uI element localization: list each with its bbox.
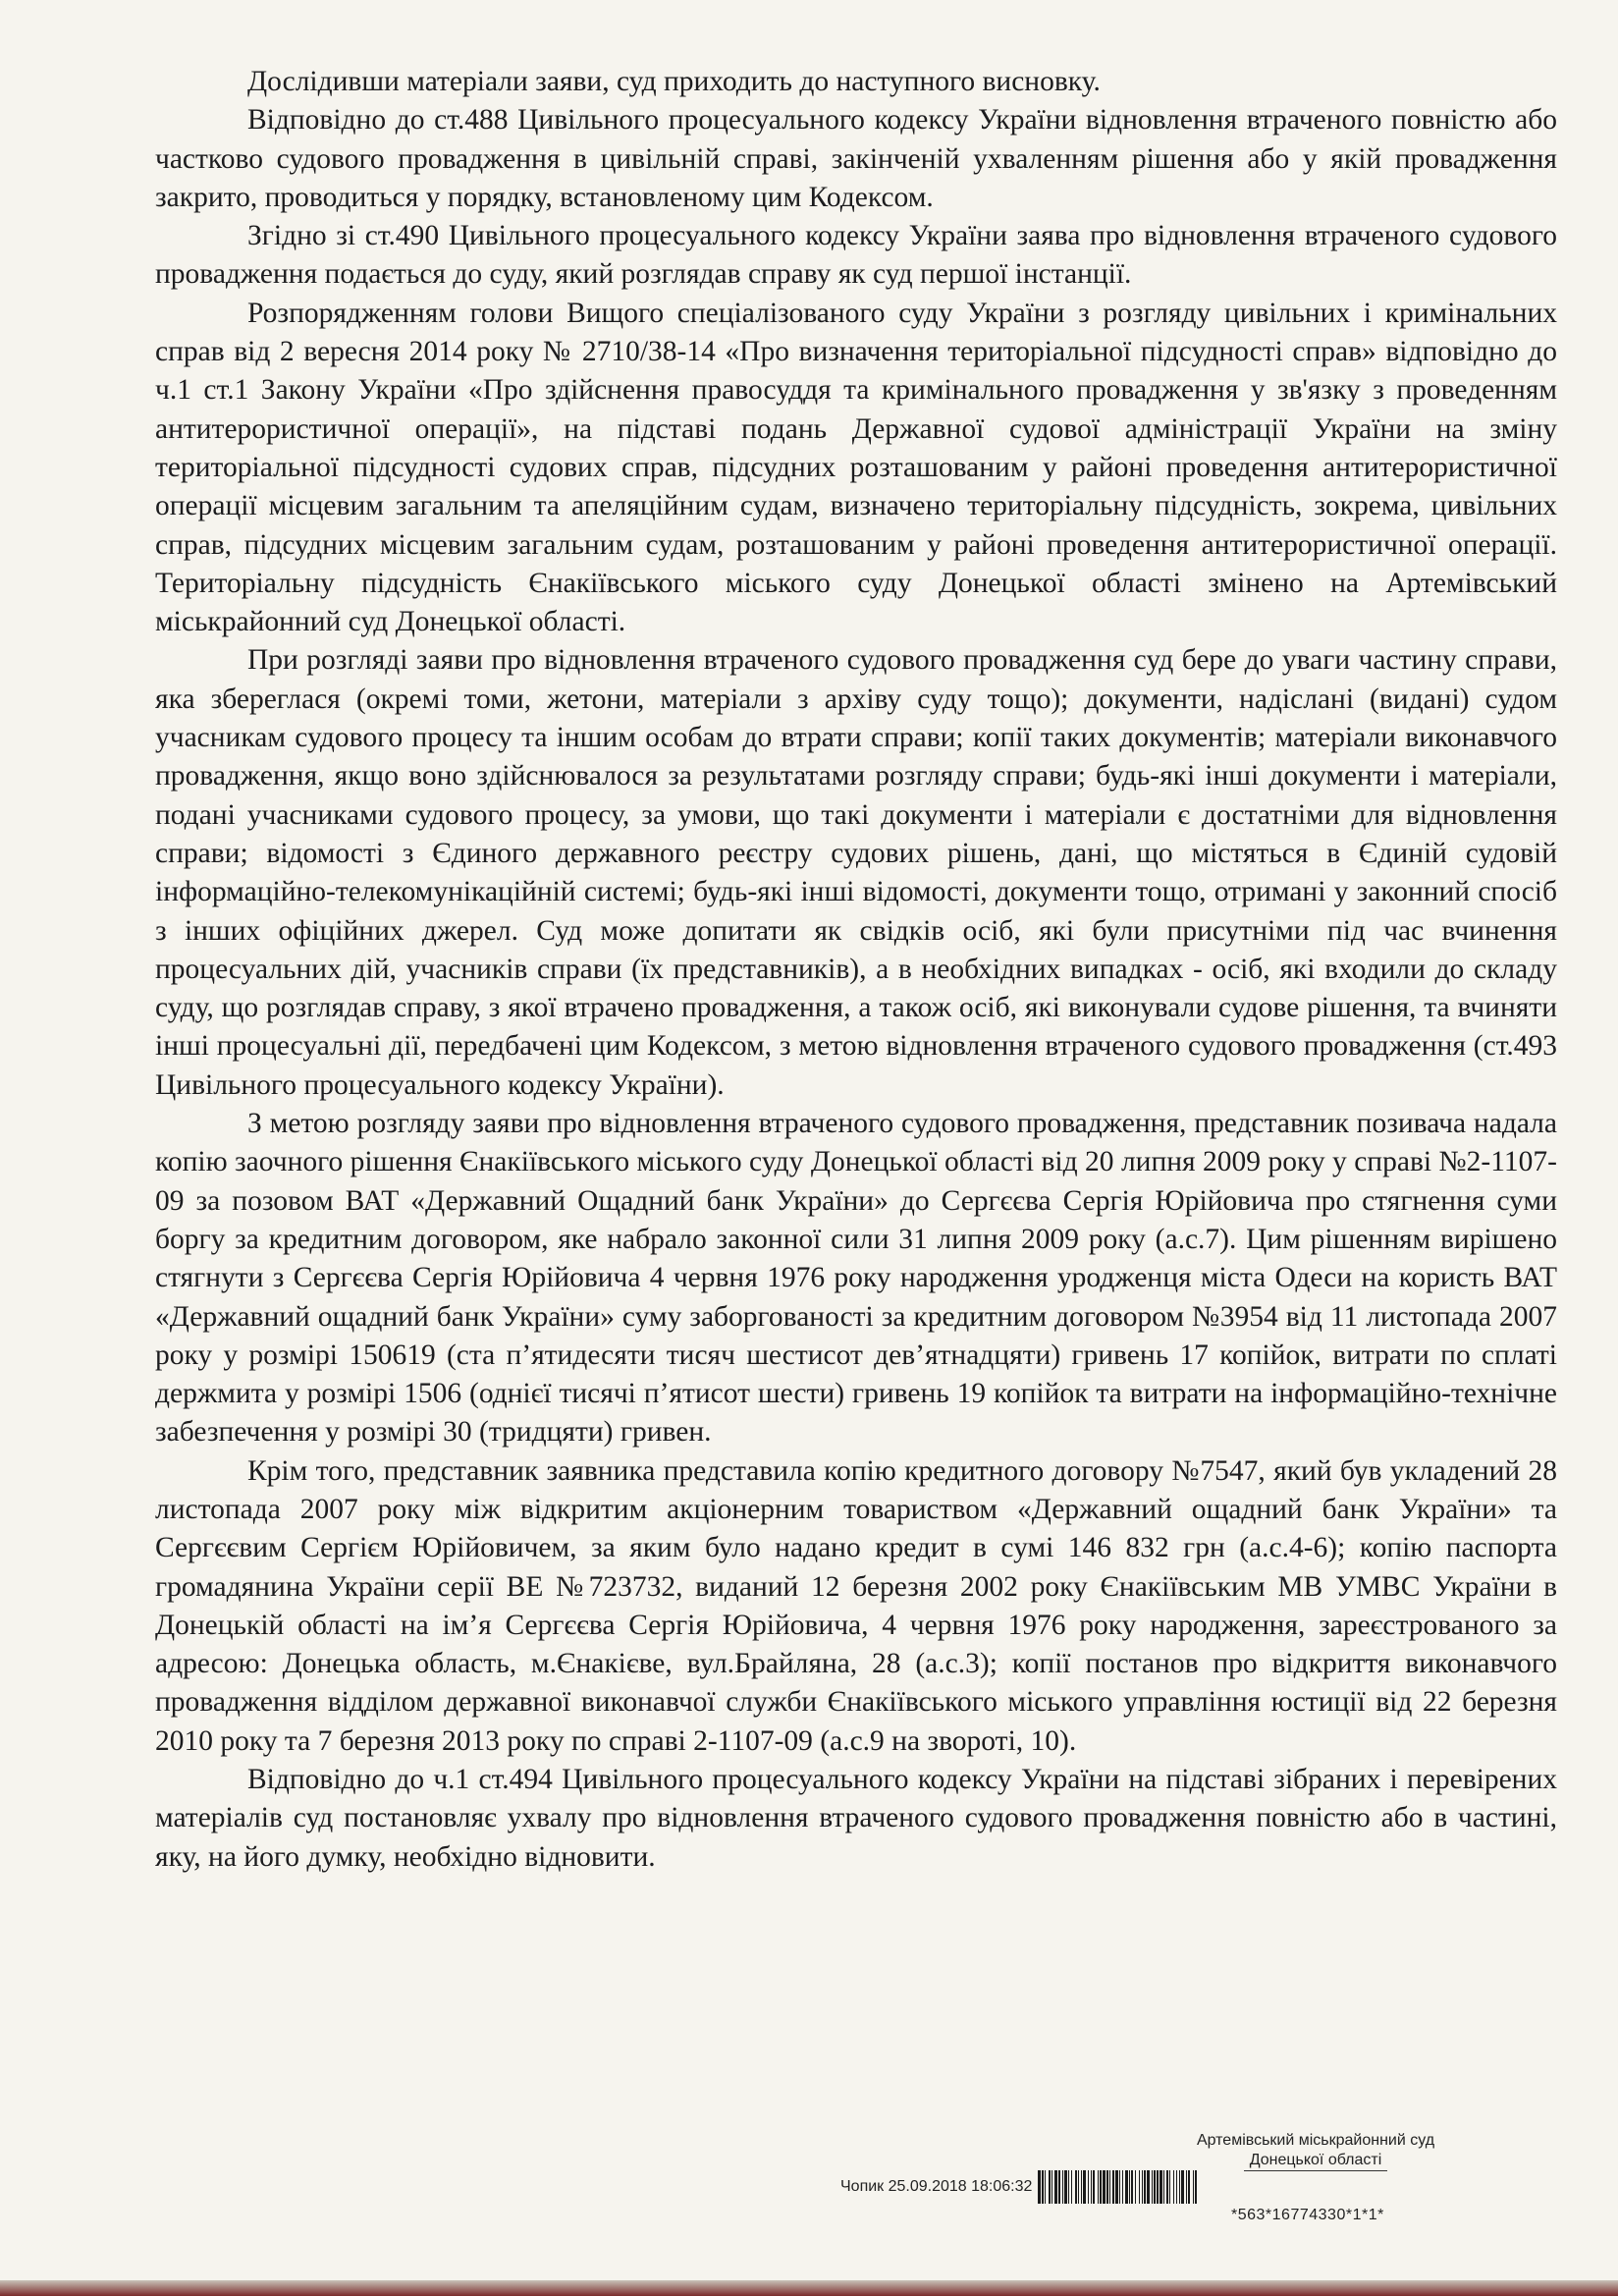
court-stamp <box>1109 2131 1522 2171</box>
paragraph-8: Відповідно до ч.1 ст.494 Цивільного процесуального кодексу України на підставі зібраних і перевірених матеріалів суд постановляє ухвалу про відновлення втраченого судового провадження повністю або в частині, яку, на його думку, необхідно відновити. <box>155 1764 1557 1873</box>
barcode <box>1038 2170 1198 2204</box>
registration-row <box>840 2167 1198 2207</box>
court-region: Донецької області <box>1244 2151 1388 2171</box>
paragraph-2: Відповідно до ст.488 Цивільного процесуального кодексу України відновлення втраченого повністю або частково судового провадження в цивільній справі, закінченій ухваленням рішення або у якій провадження закрито, проводиться у порядку, встановленому цим Кодексом. <box>155 104 1557 213</box>
paragraph-5: При розгляді заяви про відновлення втраченого судового провадження суд бере до уваги частину справи, яка збереглася (окремі томи, жетони, матеріали з архіву суду тощо); документи, надіслані (видані) судом учасникам судового процесу та іншим особам до втрати справи; копії таких документів; матеріали виконавчого провадження, якщо воно здійснювалося за результатами розгляду справи; будь-які інші документи і матеріали, подані учасниками судового процесу, за умови, що такі документи і матеріали є достатніми для відновлення справи; відомості з Єдиного державного реєстру судових рішень, дані, що містяться в Єдиній судовій інформаційно-телекомунікаційній системі; будь-які інші відомості, документи тощо, отримані у законний спосіб з інших офіційних джерел. Суд може допитати як свідків осіб, які були присутніми під час вчинення процесуальних дій, учасників справи (їх представників), а в необхідних випадках - осіб, які входили до складу суду, що розглядав справу, з якої втрачено провадження, а також осіб, які виконували судове рішення, та вчиняти інші процесуальні дії, передбачені цим Кодексом, з метою відновлення втраченого судового провадження (ст.493 Цивільного процесуального кодексу України). <box>155 644 1557 1101</box>
paragraph-3: Згідно зі ст.490 Цивільного процесуального кодексу України заява про відновлення втраченого судового провадження подається до суду, який розглядав справу як суд першої інстанції. <box>155 220 1557 291</box>
court-name: Артемівський міськрайонний суд <box>1196 2132 1435 2149</box>
registration-stamp: Чопик 25.09.2018 18:06:32 <box>840 2178 1033 2195</box>
document-body <box>155 63 1557 1877</box>
paragraph-1: Дослідивши матеріали заяви, суд приходить до наступного висновку. <box>247 66 1101 97</box>
scan-bottom-edge <box>0 2280 1618 2296</box>
barcode-bar <box>1197 2170 1198 2204</box>
paragraph-6: З метою розгляду заяви про відновлення втраченого судового провадження, представник позивача надала копію заочного рішення Єнакіївського міського суду Донецької області від 20 липня 2009 року у справі №2-1107-09 за позовом ВАТ «Державний Ощадний банк України» до Сергєєва Сергія Юрійовича про стягнення суми боргу за кредитним договором, яке набрало законної сили 31 липня 2009 року (а.с.7). Цим рішенням вирішено стягнути з Сергєєва Сергія Юрійовича 4 червня 1976 року народження уродженця міста Одеси на користь ВАТ «Державний ощадний банк України» суму заборгованості за кредитним договором №3954 від 11 листопада 2007 року у розмірі 150619 (ста п’ятидесяти тисяч шестисот дев’ятнадцяти) гривень 17 копійок, витрати по сплаті держмита у розмірі 1506 (однієї тисячі п’ятисот шести) гривень 19 копійок та витрати на інформаційно-технічне забезпечення у розмірі 30 (тридцяти) гривен. <box>155 1108 1557 1449</box>
barcode-number: *563*16774330*1*1* <box>1231 2207 1384 2223</box>
paragraph-4: Розпорядженням голови Вищого спеціалізованого суду України з розгляду цивільних і кримінальних справ від 2 вересня 2014 року № 2710/38-14 «Про визначення територіальної підсудності справ» відповідно до ч.1 ст.1 Закону України «Про здійснення правосуддя та кримінального провадження у зв'язку з проведенням антитерористичної операції», на підставі подань Державної судової адміністрації України на зміну територіальної підсудності судових справ, підсудних розташованим у районі проведення антитерористичної операції місцевим загальним та апеляційним судам, визначено територіальну підсудність, зокрема, цивільних справ, підсудних місцевим загальним судам, розташованим у районі проведення антитерористичної операції. Територіальну підсудність Єнакіївського міського суду Донецької області змінено на Артемівський міськрайонний суд Донецької області. <box>155 297 1557 638</box>
paragraph-7: Крім того, представник заявника представила копію кредитного договору №7547, який був укладений 28 листопада 2007 року між відкритим акціонерним товариством «Державний ощадний банк України» та Сергєєвим Сергієм Юрійовичем, за яким було надано кредит в сумі 146 832 грн (а.с.4-6); копію паспорта громадянина України серії ВЕ №723732, виданий 12 березня 2002 року Єнакіївським МВ УМВС України в Донецькій області на ім’я Сергєєва Сергія Юрійовича, 4 червня 1976 року народження, зареєстрованого за адресою: Донецька область, м.Єнакієве, вул.Брайляна, 28 (а.с.3); копії постанов про відкриття виконавчого провадження відділом державної виконавчої служби Єнакіївського міського управління юстиції від 22 березня 2010 року та 7 березня 2013 року по справі 2-1107-09 (а.с.9 на звороті, 10). <box>155 1454 1557 1757</box>
